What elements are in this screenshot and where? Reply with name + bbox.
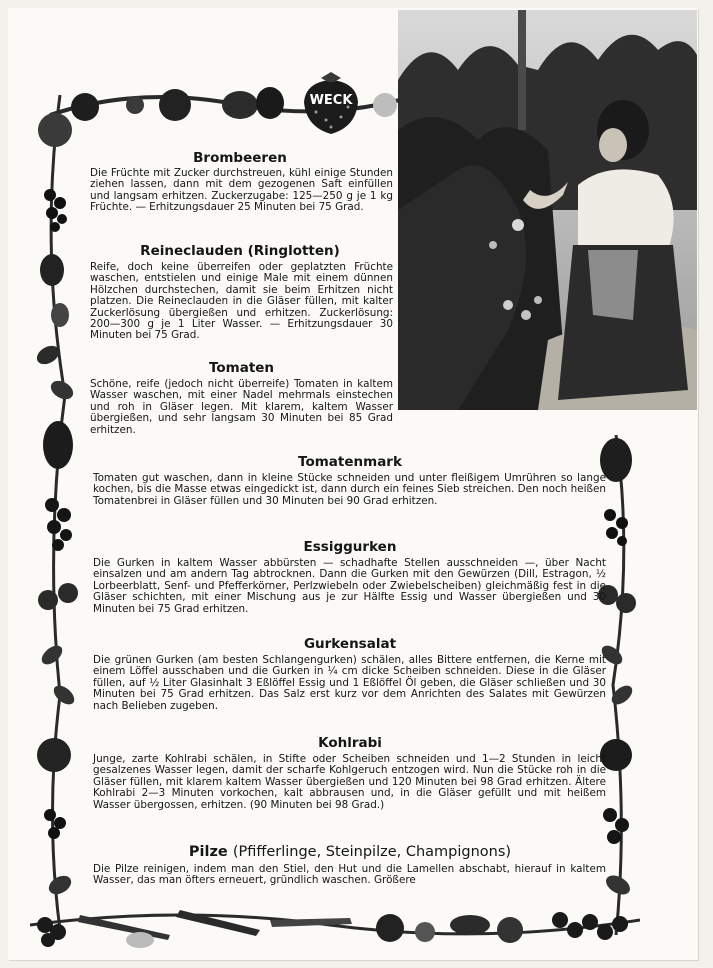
paragraph: Die Pilze reinigen, indem man den Stiel, den Hut und die Lamellen abschabt, hierauf in kaltem Wasser, das man öfters erneuert, gründlich waschen. Größere bbox=[93, 863, 606, 887]
paragraph: Schöne, reife (jedoch nicht überreife) Tomaten in kaltem Wasser waschen, mit einer Nadel mehrmals einstechen und roh in Gläser legen. Mit klarem, kaltem Wasser übergießen, und sehr langsam 30 Minuten bei 85 Grad erhitzen. bbox=[90, 378, 393, 436]
heading-tomaten: Tomaten bbox=[208, 360, 275, 376]
text-essiggurken bbox=[93, 558, 606, 615]
text-pilze bbox=[93, 864, 606, 887]
paragraph: Die grünen Gurken (am besten Schlangengurken) schälen, alles Bittere entfernen, die Kerne mit einem Löffel ausschaben und die Gurken in ¼ cm dicke Scheiben schneiden. Diese in die Gläser füllen, auf ½ Liter Glasinhalt 3 Eßlöffel Essig und 1 Eßlöffel Öl geben, die Gläser schließen und 30 Minuten bei 75 Grad erhitzen. Das Salz erst kurz vor dem Anrichten des Salates mit Gewürzen nach Belieben zugeben. bbox=[93, 654, 606, 712]
garden-photo bbox=[398, 10, 697, 410]
paragraph: Die Gurken in kaltem Wasser abbürsten — schadhafte Stellen ausschneiden —, über Nacht einsalzen und am andern Tag abtrocknen. Dann die Gurken mit den Gewürzen (Dill, Estragon, ½ Lorbeerblatt, Senf- und Pfefferkörner, Perlzwiebeln oder Zwiebelscheiben) gleichmäßig fest in die Gläser schichten, mit einer Mischung aus je zur Hälfte Essig und Wasser übergießen und 30 Minuten bei 75 Grad erhitzen. bbox=[93, 557, 606, 615]
text-kohlrabi bbox=[93, 754, 606, 811]
paragraph: Tomaten gut waschen, dann in kleine Stücke schneiden und unter fleißigem Umrühren so lange kochen, bis die Masse etwas eingedickt ist, dann durch ein feines Sieb streichen. Den noch heißen Tomatenbrei in Gläser füllen und 30 Minuten bei 90 Grad erhitzen. bbox=[93, 472, 606, 507]
heading-brombeeren: Brombeeren bbox=[193, 150, 287, 166]
weck-strawberry-badge-icon bbox=[296, 72, 366, 136]
fruit-garland-left-icon bbox=[30, 95, 85, 930]
text-reineclauden bbox=[90, 262, 393, 342]
vegetable-garland-bottom-icon bbox=[30, 880, 640, 960]
paragraph: Reife, doch keine überreifen oder geplatzten Früchte waschen, entstielen und einige Male mit einem dünnen Hölzchen durchstechen, damit sie beim Erhitzen nicht platzen. Die Reineclauden in die Gläser füllen, mit kalter Zuckerlösung übergießen und erhitzen. Zuckerlösung: 200—300 g je 1 Liter Wasser. — Erhitzungsdauer 30 Minuten bei 75 Grad. bbox=[90, 261, 393, 342]
heading-pilze bbox=[90, 844, 610, 860]
heading-pilze-title: Pilze bbox=[188, 844, 228, 860]
heading-gurkensalat: Gurkensalat bbox=[303, 636, 397, 652]
text-gurkensalat bbox=[93, 655, 606, 712]
paragraph: Die Früchte mit Zucker durchstreuen, kühl einige Stunden ziehen lassen, dann mit dem gezogenen Saft einfüllen und langsam erhitzen. Zuckerzugabe: 125—250 g je 1 kg Früchte. — Erhitzungsdauer 25 Minuten bei 75 Grad. bbox=[90, 167, 393, 214]
paragraph: Junge, zarte Kohlrabi schälen, in Stifte oder Scheiben schneiden und 1—2 Stunden in leicht gesalzenes Wasser legen, damit der scharfe Kohlgeruch entzogen wird. Nun die Stücke roh in die Gläser füllen, mit klarem kaltem Wasser übergießen und 120 Minuten bei 98 Grad erhitzen. Ältere Kohlrabi 2—3 Minuten vorkochen, kalt abbrausen und, in die Gläser gefüllt und mit heißem Wasser übergossen, erhitzen. (90 Minuten bei 98 Grad.) bbox=[93, 753, 606, 811]
heading-pilze-subtitle: (Pfifferlinge, Steinpilze, Champignons) bbox=[232, 844, 512, 860]
text-brombeeren bbox=[90, 168, 393, 214]
heading-essiggurken: Essiggurken bbox=[303, 539, 397, 555]
heading-reineclauden: Reineclauden (Ringlotten) bbox=[140, 243, 340, 259]
heading-tomatenmark: Tomatenmark bbox=[298, 454, 402, 470]
text-tomaten bbox=[90, 379, 393, 436]
weck-label: WECK bbox=[309, 93, 353, 108]
heading-kohlrabi: Kohlrabi bbox=[318, 735, 382, 751]
text-tomatenmark bbox=[93, 473, 606, 507]
